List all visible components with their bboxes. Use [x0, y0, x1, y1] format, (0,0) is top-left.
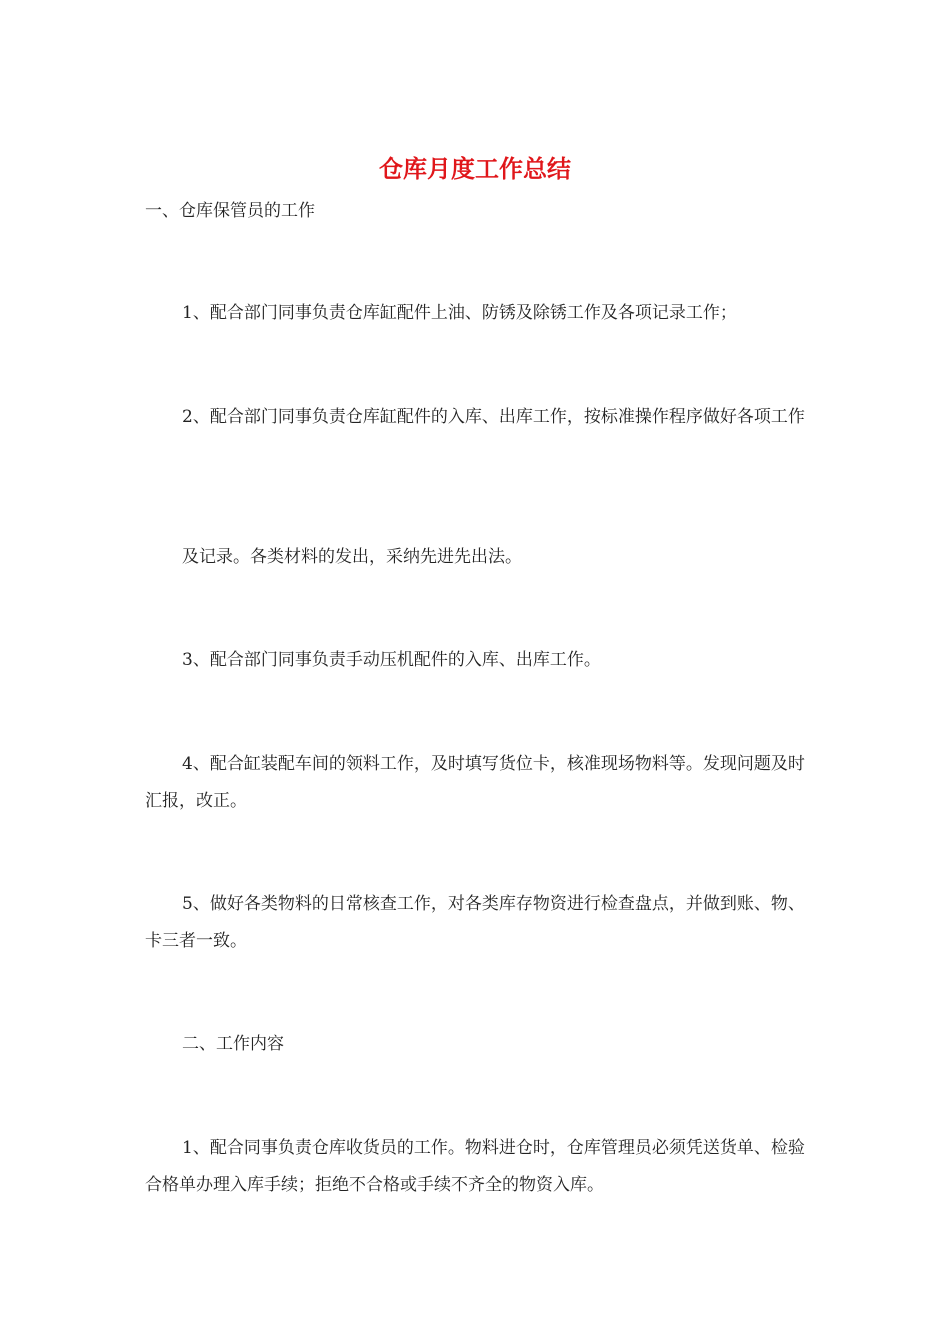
paragraph-1: 1、配合部门同事负责仓库缸配件上油、防锈及除锈工作及各项记录工作；: [182, 303, 737, 323]
paragraph-6: 5、做好各类物料的日常核查工作，对各类库存物资进行检查盘点，并做到账、物、卡三者一致。: [145, 894, 805, 951]
section-heading-2: 二、工作内容: [182, 1034, 284, 1054]
paragraph-5: 4、配合缸装配车间的领料工作，及时填写货位卡，核准现场物料等。发现问题及时汇报，改正。: [145, 754, 805, 811]
section-heading-1: 一、仓库保管员的工作: [145, 201, 315, 221]
paragraph-4: 3、配合部门同事负责手动压机配件的入库、出库工作。: [182, 650, 601, 670]
paragraph-7: 1、配合同事负责仓库收货员的工作。物料进仓时，仓库管理员必须凭送货单、检验合格单办理入库手续；拒绝不合格或手续不齐全的物资入库。: [145, 1138, 805, 1195]
document-title: 仓库月度工作总结: [379, 154, 571, 183]
paragraph-3: 及记录。各类材料的发出，采纳先进先出法。: [182, 547, 522, 567]
paragraph-2: 2、配合部门同事负责仓库缸配件的入库、出库工作，按标准操作程序做好各项工作: [182, 407, 805, 427]
